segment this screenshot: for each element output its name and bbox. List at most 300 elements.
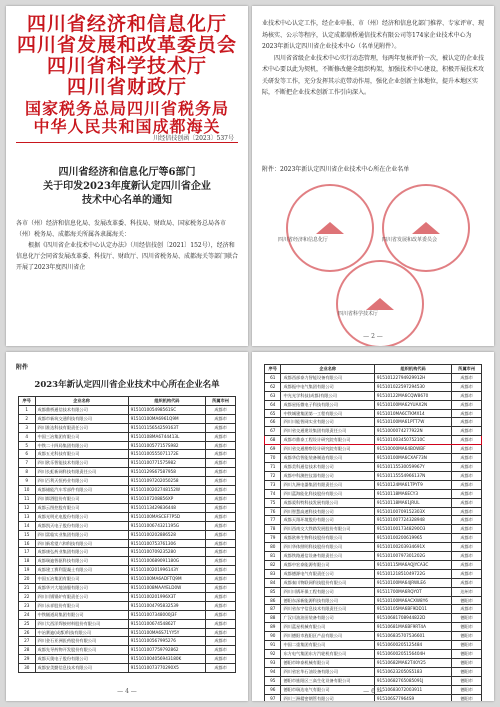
cell-org-code: 91510122794929912H [374,373,451,382]
document-page-attachment [6,352,248,701]
cell-company-name: 中冶赛迪(成都)科技有限公司 [35,628,128,637]
cell-city: 成都市 [206,548,236,557]
cell-index: 15 [19,530,36,539]
table-row [265,587,482,596]
table-row [19,628,236,637]
cell-company-name: 四川富临实业集团有限公司 [35,530,128,539]
cell-index: 6 [19,450,36,459]
seal-label-3: 四川省科学技术厅 [338,311,379,317]
table-body [19,405,236,672]
cell-org-code: 9151010MA6CTKMX14 [374,409,451,418]
column-header-code: 组织机构代码 [128,397,206,406]
cell-city: 成都市 [452,471,482,480]
cell-index: 68 [265,436,281,445]
cell-company-name: 四川百利天恒药业有限公司 [35,477,128,486]
page-number: — 2 — [363,333,383,340]
cell-company-name: 成都中科测控仪器有限公司 [281,471,374,480]
cell-index: 69 [265,445,281,454]
cell-company-name: 成都天奥电子股份有限公司 [35,655,128,664]
column-header-code: 组织机构代码 [374,365,451,374]
cell-org-code: 91510100771575982 [128,459,206,468]
cell-index: 17 [19,548,36,557]
cell-company-name: 成都康弘药业集团有限公司 [35,548,128,557]
cell-company-name: 成都市新筑交通科技有限公司 [35,414,128,423]
table-row [265,525,482,534]
cell-org-code: 91510129S67587958 [128,468,206,477]
table-row [19,637,236,646]
cell-company-name: 成都美科通信技术有限公司 [281,462,374,471]
column-header-index: 序号 [19,397,36,406]
cell-city: 成都市 [206,521,236,530]
table-row [265,480,482,489]
cell-org-code: 91510115530059967Y [374,462,451,471]
cell-index: 2 [19,414,36,423]
cell-index: 79 [265,534,281,543]
cell-index: 96 [265,685,281,694]
cell-org-code: 91510100MA6ADFTQ9M [128,575,206,584]
cell-index: 80 [265,543,281,552]
cell-company-name: 四川蓝海能化科技股份有限公司 [281,489,374,498]
cell-city: 成都市 [206,477,236,486]
cell-org-code: 91510100709235280 [128,548,206,557]
cell-index: 21 [19,584,36,593]
cell-company-name: 四川长虹新网科技有限责任公司 [35,468,128,477]
cell-org-code: 915101007759792862 [128,646,206,655]
official-seal-development [382,184,470,272]
cell-index: 30 [19,664,36,673]
cell-company-name: 四川准达科技有限责任公司 [35,423,128,432]
cell-company-name: 四川郎酒股份有限公司 [35,494,128,503]
cell-org-code: 91510100MA61PTT7W [374,418,451,427]
table-row [265,569,482,578]
table-row [265,498,482,507]
cell-company-name: 四川省交通建设集团有限责任公司 [281,427,374,436]
cell-city: 成都市 [206,566,236,575]
table-row [265,427,482,436]
cell-city: 成都市 [452,480,482,489]
cell-company-name: 四川智慧高速科技有限公司 [281,507,374,516]
cell-index: 10 [19,486,36,495]
table-row [265,462,482,471]
cell-org-code: 9151010067454862T [128,619,206,628]
table-row [265,489,482,498]
cell-company-name: 广汉川油油田装备有限公司 [281,614,374,623]
page-number: — 6 — [363,688,383,695]
cell-city: 成都市 [206,405,236,414]
cell-index: 7 [19,459,36,468]
cell-city: 德阳市 [452,596,482,605]
cell-index: 19 [19,566,36,575]
table-row [19,584,236,593]
cell-index: 62 [265,382,281,391]
table-row [19,459,236,468]
table-row [265,560,482,569]
cell-index: 8 [19,468,36,477]
seal-label-1: 四川省经济和信息化厅 [278,237,329,243]
cell-city: 成都市 [206,441,236,450]
cell-company-name: 成都瑞迪智驱科技有限公司 [35,557,128,566]
cell-company-name: 四川永祥股份有限公司 [35,601,128,610]
table-row [265,596,482,605]
cell-index: 91 [265,641,281,650]
table-row [19,441,236,450]
table-row [265,694,482,701]
annex-label: 附件 [16,364,29,371]
cell-company-name: 四川九洲电器集团有限责任公司 [281,480,374,489]
table-row [265,650,482,659]
table-row [265,632,482,641]
cell-city: 成都市 [206,655,236,664]
cell-city: 成都市 [206,423,236,432]
cell-company-name: 四川三洲精密钢管有限公司 [281,694,374,701]
cell-index: 14 [19,521,36,530]
table-row [265,605,482,614]
cell-company-name: 成都凯天电子股份有限公司 [35,521,128,530]
table-row [265,471,482,480]
cell-company-name: 成都鼎桥通信技术有限公司 [35,405,128,414]
cell-company-name: 四川德阳市旌阳区产品有限公司 [281,632,374,641]
cell-org-code: 915101008MAAYELD0W [128,584,206,593]
table-row [19,521,236,530]
cell-org-code: 91510124MA61TPYT9 [374,480,451,489]
cell-city: 成都市 [452,543,482,552]
cell-index: 3 [19,423,36,432]
cell-index: 87 [265,605,281,614]
cell-company-name: 成都德源电气有限责任公司 [281,569,374,578]
cell-city: 成都市 [206,610,236,619]
cell-index: 97 [265,694,281,701]
cell-city: 成都市 [206,450,236,459]
issuer-header-5: 国家税务总局四川省税务局 [24,99,229,118]
cell-company-name: 四川华体照明科技股份有限公司 [281,543,374,552]
table-row [265,658,482,667]
table-row [19,468,236,477]
cell-city: 成都市 [206,619,236,628]
issuer-header-2: 四川省发展和改革委员会 [16,34,237,56]
cell-city: 成都市 [452,373,482,382]
cell-company-name: 四川川锅环保工程有限公司 [281,587,374,596]
table-row [265,552,482,561]
cell-org-code: 91510100202748152W [128,486,206,495]
cell-city: 德阳市 [452,623,482,632]
cell-org-code: 91510100MA6961Q9M [128,414,206,423]
cell-city: 成都市 [206,414,236,423]
cell-city: 成都市 [452,382,482,391]
column-header-index: 序号 [265,365,281,374]
notice-body: 各市（州）经济和信息化局、发展改革委、科技局、财政局、国家税务总局各市（州）税务局、成都海关所属各隶属海关： 根据《四川省企业技术中心认定办法》（川经信技创〔2021〕152号），经济和信息化厅会同省发展改革委、科技厅、财政厅、四川省税务局、成都海关等部门联合开展了2023年度四川省企 [16,220,239,271]
cell-city: 成都市 [206,486,236,495]
table-row [265,391,482,400]
cell-org-code: 91510100201996143Y [128,566,206,575]
cell-org-code: 91510600205156404H [374,650,451,659]
cell-city: 德阳市 [452,694,482,701]
table-row [19,530,236,539]
cell-org-code: 91510682MA62T40Y25 [374,658,451,667]
cell-index: 74 [265,489,281,498]
table-row [265,373,482,382]
cell-org-code: 91510100555071172E [128,450,206,459]
notice-title-line-2: 关于印发2023年度新认定四川省企业 [43,181,211,192]
cell-org-code: 91510122MA6CQW8670 [374,391,451,400]
cell-index: 1 [19,405,36,414]
column-header-city: 所属市州 [206,397,236,406]
table-row [265,667,482,676]
cell-index: 71 [265,462,281,471]
table-row [19,655,236,664]
table-row [265,516,482,525]
cell-org-code: 915101022597294530 [374,382,451,391]
cell-index: 29 [19,655,36,664]
cell-org-code: 91510100MA62YUAX2N [374,400,451,409]
cell-org-code: 9151010017348290O3 [374,525,451,534]
cell-city: 成都市 [206,584,236,593]
cell-city: 成都市 [452,534,482,543]
cell-city: 成都市 [206,664,236,673]
cell-company-name: 德阳市坤泰机械有限公司 [281,658,374,667]
cell-company-name: 四川省东宇信息技术有限责任公司 [281,605,374,614]
cell-city: 德阳市 [452,641,482,650]
cell-org-code: 915101007348000J3F [128,610,206,619]
cell-org-code: 91510121851049722G [374,569,451,578]
cell-city: 成都市 [452,578,482,587]
cell-company-name: 四川省宏华石油设备有限公司 [281,667,374,676]
page-number: — 4 — [117,688,137,695]
cell-city: 成都市 [206,575,236,584]
cell-city: 成都市 [452,409,482,418]
cell-index: 24 [19,610,36,619]
cell-org-code: 915101007724328948 [374,516,451,525]
cell-city: 成都市 [206,512,236,521]
cell-city: 成都市 [452,427,482,436]
cell-company-name: 成都市鼎泰工程设计研究院有限公司 [281,436,374,445]
column-header-city: 所属市州 [452,365,482,374]
cell-org-code: 91511700MA6RQYOT [374,587,451,596]
cell-city: 德阳市 [452,658,482,667]
cell-company-name: 东方电气集团东方汽轮机有限公司 [281,650,374,659]
table-row [19,423,236,432]
table-row [19,601,236,610]
table-row [265,676,482,685]
cell-city: 德阳市 [452,650,482,659]
cell-org-code: 915101097202050258 [128,477,206,486]
cell-company-name: 成都建工赛利混凝土有限公司 [35,566,128,575]
cell-org-code: 915106835707536601 [374,632,451,641]
cell-org-code: 91510115MA6AQJYCA3C [374,560,451,569]
enterprise-table-2 [264,364,482,701]
cell-city: 德阳市 [452,632,482,641]
table-row [265,578,482,587]
cell-index: 67 [265,427,281,436]
cell-org-code: 91510113429836448 [128,503,206,512]
cell-company-name: 中光光学科技(成都)有限公司 [281,391,374,400]
cell-city: 达州市 [452,587,482,596]
cell-company-name: 成都光明光电股份有限公司 [35,512,128,521]
table-row [19,575,236,584]
document-page-attachment-continued [252,352,494,701]
table-row-highlighted [265,436,482,445]
cell-index: 23 [19,601,36,610]
cell-company-name: 成都中宏泰能源有限公司 [281,560,374,569]
issuer-header-6: 中华人民共和国成都海关 [33,117,221,136]
cell-index: 83 [265,569,281,578]
cell-org-code: 91510100201996X3T [128,592,206,601]
table-body [265,373,482,701]
cell-city: 德阳市 [452,667,482,676]
cell-org-code: 9151000074277922N [374,427,451,436]
cell-org-code: 91510115554966137N [374,471,451,480]
cell-city: 成都市 [452,569,482,578]
cell-org-code: 915101004795832539 [128,601,206,610]
cell-company-name: 成都铁路通信设备有限责任公司 [281,552,374,561]
cell-city: 成都市 [206,539,236,548]
cell-org-code: 91510681708944822D [374,614,451,623]
cell-index: 5 [19,441,36,450]
notice-title-line-1: 四川省经济和信息化厅等6部门 [58,167,196,178]
cell-index: 22 [19,592,36,601]
cell-company-name: 成都爱科特科技发展有限公司 [281,498,374,507]
issuer-header-3: 四川省科学技术厅 [46,55,207,77]
cell-index: 61 [265,373,281,382]
table-row [265,623,482,632]
cell-city: 成都市 [206,503,236,512]
cell-index: 63 [265,391,281,400]
cell-company-name: 四川欧乐智能技术有限公司 [35,459,128,468]
cell-city: 成都市 [452,391,482,400]
cell-company-name: 成都西部泰力智能设备有限公司 [281,373,374,382]
cell-org-code: 91510681MA6BF9RT4A [374,623,451,632]
cell-index: 82 [265,560,281,569]
cell-index: 65 [265,409,281,418]
cell-company-name: 成都五光科技有限公司 [35,450,128,459]
cell-company-name: 四川金石亚洲医药股份有限公司 [35,637,128,646]
cell-company-name: 中国二重集团有限公司 [281,641,374,650]
cell-city: 成都市 [452,605,482,614]
cell-company-name: 中国三冶集团有限公司 [35,432,128,441]
cell-index: 12 [19,503,36,512]
cell-city: 成都市 [206,557,236,566]
cell-index: 16 [19,539,36,548]
cell-org-code: 91510105MA6BF9DD11 [374,605,451,614]
cell-org-code: 91510100753761306 [128,539,206,548]
cell-org-code: 91510683072003911 [374,685,451,694]
cell-org-code: 91510000MA64BOWBF [374,445,451,454]
cell-index: 70 [265,454,281,463]
cell-org-code: 91510100674321195G [128,521,206,530]
cell-index: 4 [19,432,36,441]
cell-city: 成都市 [452,436,482,445]
notice-title-line-3: 技术中心名单的通知 [82,195,172,206]
table-row [265,543,482,552]
table-row [19,548,236,557]
cell-index: 27 [19,637,36,646]
cell-org-code: 915101005498561SC [128,405,206,414]
cell-company-name: 成都欧林生物科技股份有限公司 [281,534,374,543]
cell-company-name: 中铁隧道局集团有限公司 [35,610,128,619]
cell-org-code: 91510107208856XP [128,494,206,503]
cell-org-code: 91510118MA6ECY3 [374,489,451,498]
cell-city: 成都市 [452,525,482,534]
table-header-row [19,397,236,406]
cell-company-name: 四川新希望六和科技有限公司 [35,539,128,548]
cell-company-name: 德阳市瑞达电气有限公司 [281,685,374,694]
cell-index: 18 [19,557,36,566]
issuer-header-4: 四川省财政厅 [66,76,187,98]
table-row [265,641,482,650]
table-title: 2023年新认定四川省企业技术中心所在企业名单 [34,380,220,390]
cell-city: 德阳市 [452,676,482,685]
cell-org-code: 915106S77964S9 [374,694,451,701]
cell-index: 25 [19,619,36,628]
cell-city: 德阳市 [452,614,482,623]
table-row [19,664,236,673]
table-row [19,512,236,521]
cell-city: 成都市 [452,462,482,471]
table-row [265,400,482,409]
cell-company-name: 成都云图控股有限公司 [35,503,128,512]
table-row [265,507,482,516]
cell-city: 成都市 [206,646,236,655]
cell-city: 德阳市 [452,685,482,694]
cell-city: 成都市 [206,494,236,503]
table-row [265,418,482,427]
cell-city: 成都市 [452,560,482,569]
cell-index: 64 [265,400,281,409]
seal-label-2: 四川省发展和改革委员会 [382,237,438,243]
cell-city: 成都市 [206,637,236,646]
cell-company-name: 成都秦川物联网科技股份有限公司 [281,578,374,587]
notice-body-continued: 业技术中心认定工作，经企业申报、市（州）经济和信息化部门推荐、专家评审、现场核实、公示等程序，认定成都鼎桥通信技术有限公司等174家企业技术中心为2023年新认定四川省企业技术中心（名单见附件）。 四川省省级企业技术中心实行动态管理，每两年复核评价一次，被认定的企业技术中心要以此为契机，不断修改健全组织构架，加强技术中心建设，积极开展技术攻关研发等工作，充分发挥其示范带动作用，强化企业创新主体地位，提升本地区实际，不断把企业技术创新工作引向深入。 [262,20,485,96]
cell-org-code: 91510100709152303X [374,507,451,516]
cell-org-code: 91510100577157S982 [128,441,206,450]
cell-index: 75 [265,498,281,507]
cell-index: 90 [265,632,281,641]
cell-index: 84 [265,578,281,587]
cell-city: 成都市 [206,468,236,477]
cell-company-name: 成都安美勤信息技术有限公司 [35,664,128,673]
cell-org-code: 91510100567995276 [128,637,206,646]
cell-company-name: 成都天翔环境股份有限公司 [281,516,374,525]
table-row [19,477,236,486]
cell-company-name: 德阳市旌阳区三高生化设备有限公司 [281,676,374,685]
table-row [19,610,236,619]
cell-city: 成都市 [206,432,236,441]
cell-index: 81 [265,552,281,561]
cell-index: 89 [265,623,281,632]
table-row [265,445,482,454]
cell-org-code: 91510100MA6ACXW8Y6 [374,596,451,605]
cell-company-name: 四川省交通勘察设计研究院有限公司 [281,445,374,454]
cell-org-code: 91510100MA64JRWLE6 [374,578,451,587]
cell-company-name: 成都华兴大地油服有限公司 [35,584,128,593]
cell-index: 77 [265,516,281,525]
cell-org-code: 91510100345075210C [374,436,451,445]
cell-org-code: 91510100200619965 [374,534,451,543]
table-row [265,534,482,543]
table-row [19,646,236,655]
cell-index: 94 [265,667,281,676]
cell-index: 78 [265,525,281,534]
table-row [19,486,236,495]
cell-org-code: 91510100203934691X [374,543,451,552]
cell-city: 成都市 [452,418,482,427]
cell-org-code: 91510100689091180G [128,557,206,566]
table-row [19,414,236,423]
cell-city: 成都市 [452,400,482,409]
cell-company-name: 四川蓝星机械有限公司 [281,623,374,632]
cell-company-name: 成都华信智能装备制造有限公司 [281,454,374,463]
cell-index: 73 [265,480,281,489]
cell-city: 成都市 [206,601,236,610]
